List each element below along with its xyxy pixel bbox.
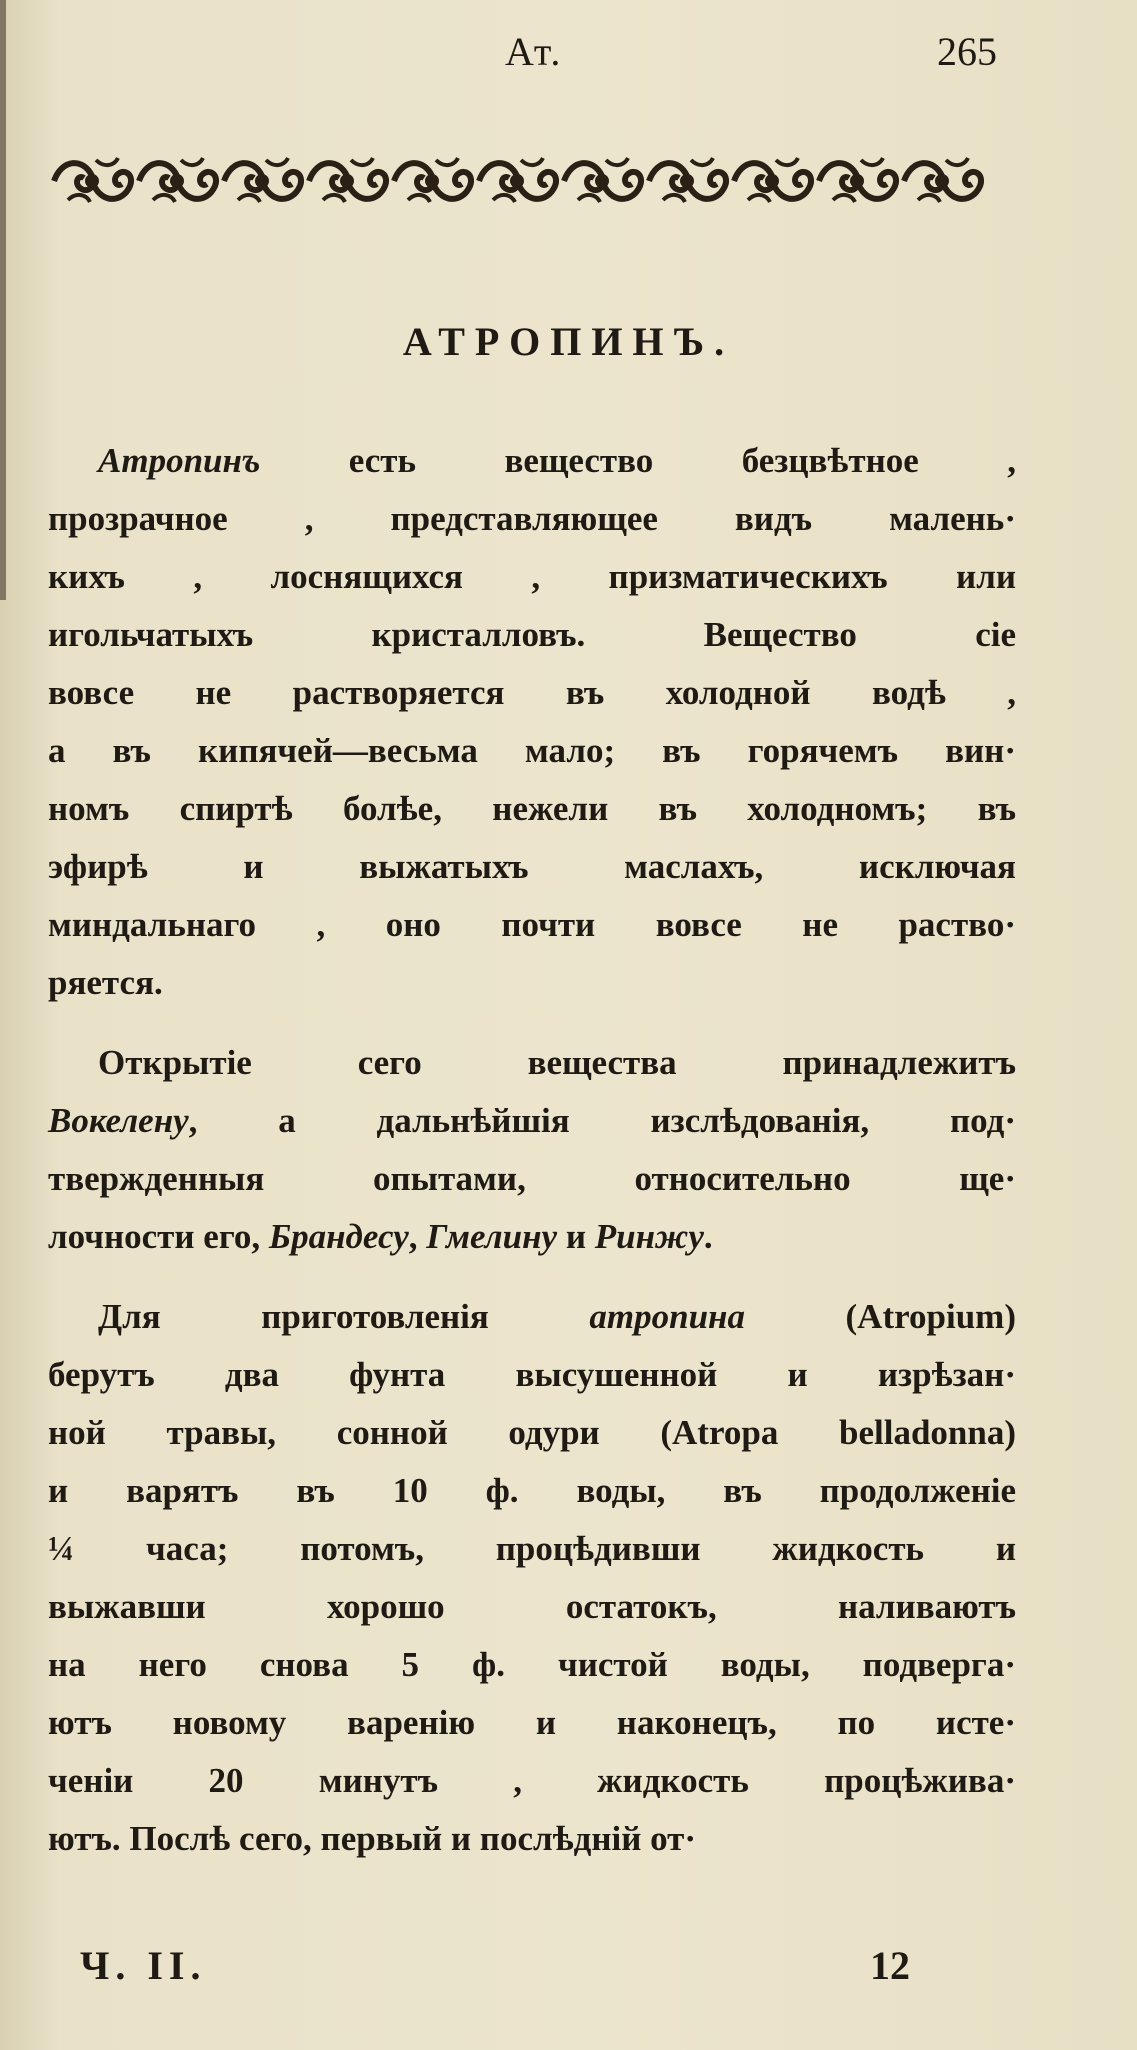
text-line	[48, 1092, 1016, 1150]
page-footer	[0, 1942, 1137, 2002]
text-run: ряется.	[48, 963, 163, 1002]
text-run: .	[703, 1217, 713, 1256]
text-line	[48, 1810, 1016, 1868]
text-line	[48, 1636, 1016, 1694]
text-run: и варятъ въ 10 ф. воды, въ продолженіе	[48, 1471, 1016, 1510]
text-run: эфирѣ и выжатыхъ маслахъ, исключая	[48, 847, 1016, 886]
text-line	[48, 838, 1016, 896]
text-run: и	[557, 1217, 595, 1256]
text-run: ¼ часа; потомъ, процѣдивши жидкость и	[48, 1529, 1016, 1568]
text-run: прозрачное , представляющее видъ малень·	[48, 499, 1016, 538]
text-line	[48, 1404, 1016, 1462]
article-title: АТРОПИНЪ.	[402, 319, 735, 364]
italic-run: Вокелену	[48, 1101, 189, 1140]
text-line	[48, 490, 1016, 548]
text-line	[48, 1034, 1016, 1092]
text-line	[48, 1694, 1016, 1752]
text-run: выжавши хорошо остатокъ, наливаютъ	[48, 1587, 1016, 1626]
text-line	[48, 1288, 1016, 1346]
text-line	[48, 780, 1016, 838]
paragraph	[48, 1034, 1016, 1266]
text-run: кихъ , лоснящихся , призматическихъ или	[48, 557, 1016, 596]
text-line	[48, 1208, 1016, 1266]
text-run: номъ спиртѣ болѣе, нежели въ холодномъ; въ	[48, 789, 1016, 828]
text-run: , а дальнѣйшія изслѣдованія, под·	[188, 1101, 1016, 1140]
page-number: 265	[937, 29, 997, 74]
running-head	[0, 28, 1137, 88]
text-run: ютъ. Послѣ сего, первый и послѣдній от·	[48, 1819, 697, 1858]
text-run: ной травы, сонной одури (Atropa belladonna)	[48, 1413, 1016, 1452]
text-line	[48, 548, 1016, 606]
text-run: ютъ новому варенію и наконецъ, по исте·	[48, 1703, 1016, 1742]
text-run: вовсе не растворяется въ холодной водѣ ,	[48, 673, 1016, 712]
text-run: игольчатыхъ кристалловъ. Вещество сіе	[48, 615, 1016, 654]
sheet-number: 12	[870, 1943, 910, 1988]
text-run: ченіи 20 минутъ , жидкость процѣжива·	[48, 1761, 1016, 1800]
text-line	[48, 954, 1016, 1012]
text-line	[48, 1578, 1016, 1636]
italic-run: Гмелину	[426, 1217, 558, 1256]
text-run: лочности его,	[48, 1217, 269, 1256]
italic-run: Ринжу	[594, 1217, 704, 1256]
text-line	[48, 1520, 1016, 1578]
floral-band-ornament-icon	[48, 148, 988, 214]
paragraph	[48, 1288, 1016, 1868]
text-run: (Atropium)	[744, 1297, 1016, 1336]
italic-run: Атропинъ	[98, 441, 261, 480]
running-title: Ат.	[505, 29, 563, 74]
italic-run: Брандесу	[268, 1217, 409, 1256]
text-run: твержденныя опытами, относительно ще·	[48, 1159, 1016, 1198]
text-run: берутъ два фунта высушенной и изрѣзан·	[48, 1355, 1016, 1394]
text-line	[48, 432, 1016, 490]
text-line	[48, 606, 1016, 664]
text-run: ,	[408, 1217, 427, 1256]
text-run: Для приготовленія	[98, 1297, 590, 1336]
text-line	[48, 664, 1016, 722]
italic-run: атропина	[589, 1297, 745, 1336]
text-line	[48, 1462, 1016, 1520]
signature-mark: Ч. II.	[80, 1943, 207, 1988]
text-line	[48, 722, 1016, 780]
text-line	[48, 1752, 1016, 1810]
text-line	[48, 896, 1016, 954]
article-body	[48, 432, 1016, 1890]
text-run: Открытіе сего вещества принадлежитъ	[98, 1043, 1016, 1082]
text-run: есть вещество безцвѣтное ,	[260, 441, 1016, 480]
text-run: миндальнаго , оно почти вовсе не раство·	[48, 905, 1016, 944]
binding-edge	[0, 0, 6, 600]
text-line	[48, 1150, 1016, 1208]
text-line	[48, 1346, 1016, 1404]
paragraph	[48, 432, 1016, 1012]
text-run: а въ кипячей—весьма мало; въ горячемъ вин·	[48, 731, 1016, 770]
text-run: на него снова 5 ф. чистой воды, подверга·	[48, 1645, 1016, 1684]
